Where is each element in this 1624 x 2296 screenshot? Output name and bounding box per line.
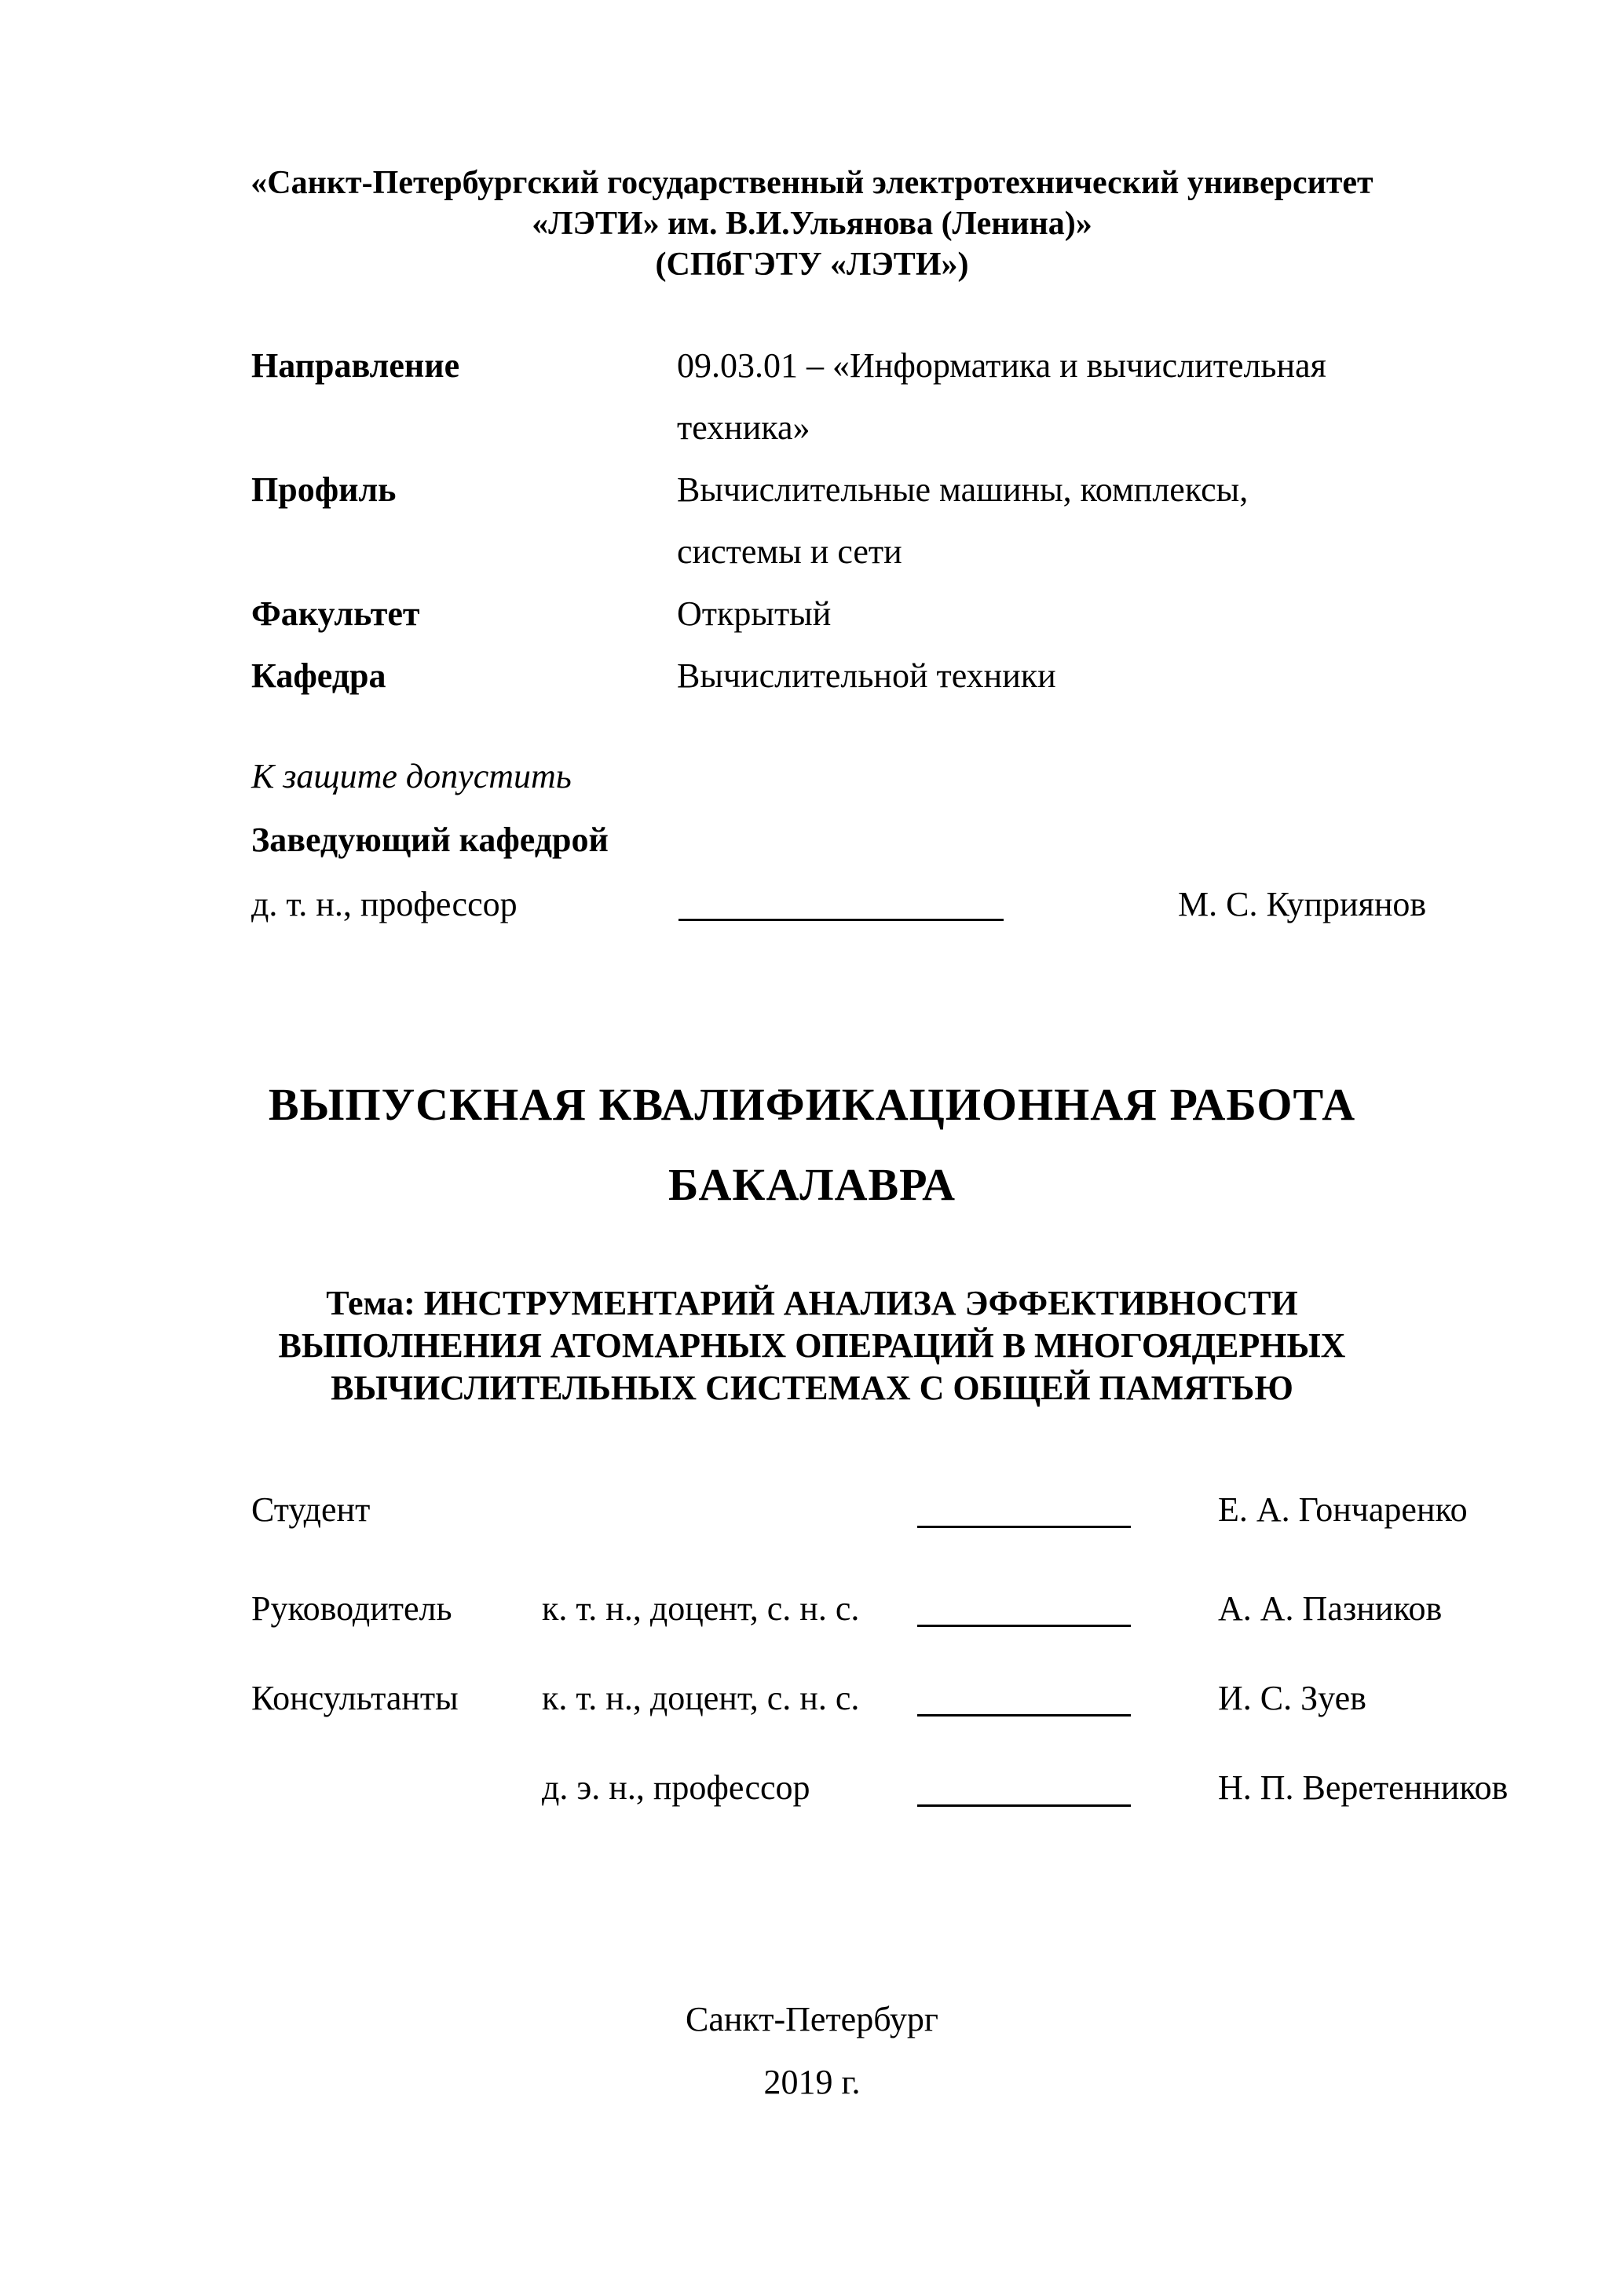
consultant2-name: Н. П. Веретенников [1218, 1768, 1509, 1807]
student-name: Е. А. Гончаренко [1218, 1490, 1468, 1529]
profile-value-line2: системы и сети [677, 532, 902, 571]
university-name-line2: «ЛЭТИ» им. В.И.Ульянова (Ленина)» [532, 206, 1092, 242]
student-role: Студент [251, 1490, 371, 1529]
university-abbreviation: (СПбГЭТУ «ЛЭТИ») [655, 247, 969, 283]
year: 2019 г. [763, 2063, 861, 2101]
university-name-line1: «Санкт-Петербургский государственный электротехнический университет [251, 165, 1373, 201]
direction-label: Направление [251, 346, 460, 385]
topic-line3: ВЫЧИСЛИТЕЛЬНЫХ СИСТЕМАХ С ОБЩЕЙ ПАМЯТЬЮ [331, 1369, 1293, 1407]
supervisor-degree: к. т. н., доцент, с. н. с. [542, 1589, 860, 1628]
profile-label: Профиль [251, 470, 397, 509]
department-value: Вычислительной техники [677, 656, 1056, 695]
topic-line2: ВЫПОЛНЕНИЯ АТОМАРНЫХ ОПЕРАЦИЙ В МНОГОЯДЕРНЫХ [278, 1326, 1346, 1365]
direction-value-line2: техника» [677, 408, 810, 447]
supervisor-signature-line [917, 1625, 1131, 1627]
consultant2-signature-line [917, 1804, 1131, 1807]
topic-line1: Тема: ИНСТРУМЕНТАРИЙ АНАЛИЗА ЭФФЕКТИВНОСТИ [326, 1284, 1298, 1322]
head-degree: д. т. н., профессор [251, 885, 518, 923]
work-title-line2: БАКАЛАВРА [668, 1159, 956, 1210]
consultant2-degree: д. э. н., профессор [542, 1768, 810, 1807]
department-label: Кафедра [251, 656, 386, 695]
faculty-value: Открытый [677, 594, 832, 633]
consultant1-signature-line [917, 1714, 1131, 1717]
city: Санкт-Петербург [686, 2000, 938, 2038]
direction-value-line1: 09.03.01 – «Информатика и вычислительная [677, 346, 1326, 385]
head-name: М. С. Куприянов [1178, 885, 1427, 923]
consultants-role: Консультанты [251, 1679, 459, 1717]
profile-value-line1: Вычислительные машины, комплексы, [677, 470, 1249, 509]
faculty-label: Факультет [251, 594, 420, 633]
work-title-line1: ВЫПУСКНАЯ КВАЛИФИКАЦИОННАЯ РАБОТА [268, 1079, 1356, 1130]
student-signature-line [917, 1526, 1131, 1528]
supervisor-role: Руководитель [251, 1589, 452, 1628]
consultant1-name: И. С. Зуев [1218, 1679, 1366, 1717]
consultant1-degree: к. т. н., доцент, с. н. с. [542, 1679, 860, 1717]
supervisor-name: А. А. Пазников [1218, 1589, 1443, 1628]
admit-to-defense: К защите допустить [251, 757, 572, 795]
head-signature-line [678, 919, 1004, 921]
head-of-department-title: Заведующий кафедрой [251, 821, 609, 859]
